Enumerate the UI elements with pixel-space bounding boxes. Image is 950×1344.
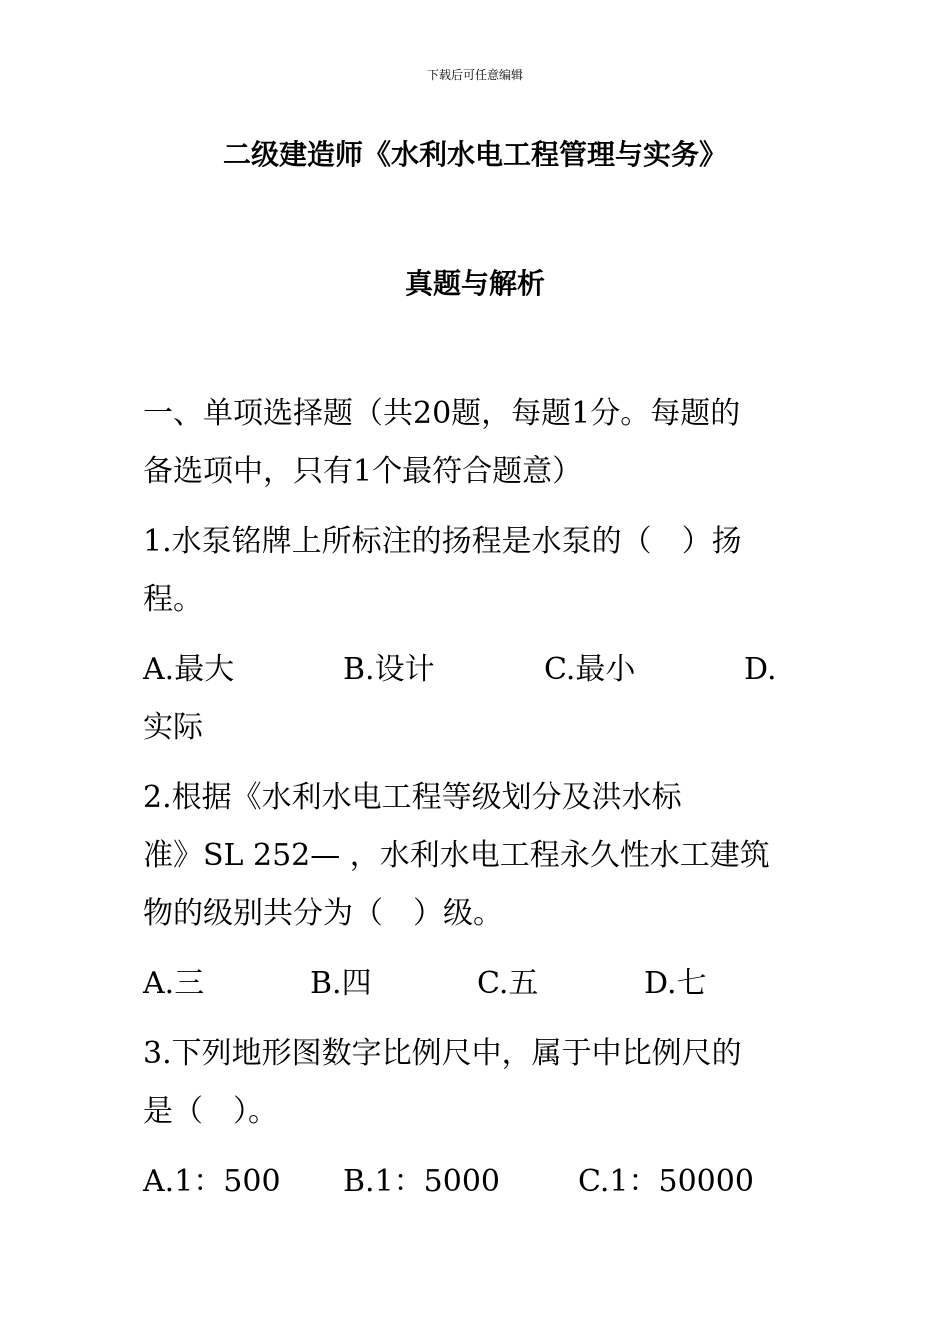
question-1-line-2: 程。 (143, 582, 203, 617)
question-3-option-b: B.1：5000 (343, 1164, 501, 1199)
question-1-line-1: 1.水泵铭牌上所标注的扬程是水泵的（ ）扬 (143, 524, 742, 559)
question-2-options (143, 955, 807, 1013)
section-heading-line-2: 备选项中，只有1个最符合题意） (143, 454, 583, 489)
question-1-option-d-text: 实际 (143, 710, 203, 745)
question-2 (143, 769, 807, 1013)
question-1-option-a: A.最大 (143, 652, 235, 687)
question-1-option-c: C.最小 (544, 652, 636, 687)
question-3-line-2: 是（ ）。 (143, 1094, 278, 1129)
question-1 (143, 513, 807, 757)
question-2-line-2: 准》SL 252— ，水利水电工程永久性水工建筑 (143, 838, 770, 873)
question-2-line-3: 物的级别共分为（ ）级。 (143, 896, 503, 931)
question-2-option-a: A.三 (143, 966, 205, 1001)
page-header-note: 下载后可任意编辑 (426, 68, 523, 82)
section-heading-line-1: 一、单项选择题（共20题，每题1分。每题的 (143, 396, 741, 431)
document-title: 二级建造师《水利水电工程管理与实务》 (222, 138, 727, 171)
question-3 (143, 1025, 807, 1211)
question-1-option-b: B.设计 (343, 652, 435, 687)
question-3-options (143, 1153, 807, 1211)
section-single-choice (143, 385, 807, 1211)
document-subtitle: 真题与解析 (404, 267, 545, 300)
question-2-line-1: 2.根据《水利水电工程等级划分及洪水标 (143, 780, 682, 815)
question-1-option-d: D. (744, 652, 777, 687)
question-3-option-c: C.1：50000 (578, 1164, 754, 1199)
question-1-options (143, 641, 807, 699)
question-3-option-a: A.1：500 (143, 1164, 281, 1199)
question-2-option-b: B.四 (310, 966, 372, 1001)
question-3-line-1: 3.下列地形图数字比例尺中，属于中比例尺的 (143, 1036, 742, 1071)
question-2-option-c: C.五 (477, 966, 539, 1001)
question-2-option-d: D.七 (644, 966, 707, 1001)
